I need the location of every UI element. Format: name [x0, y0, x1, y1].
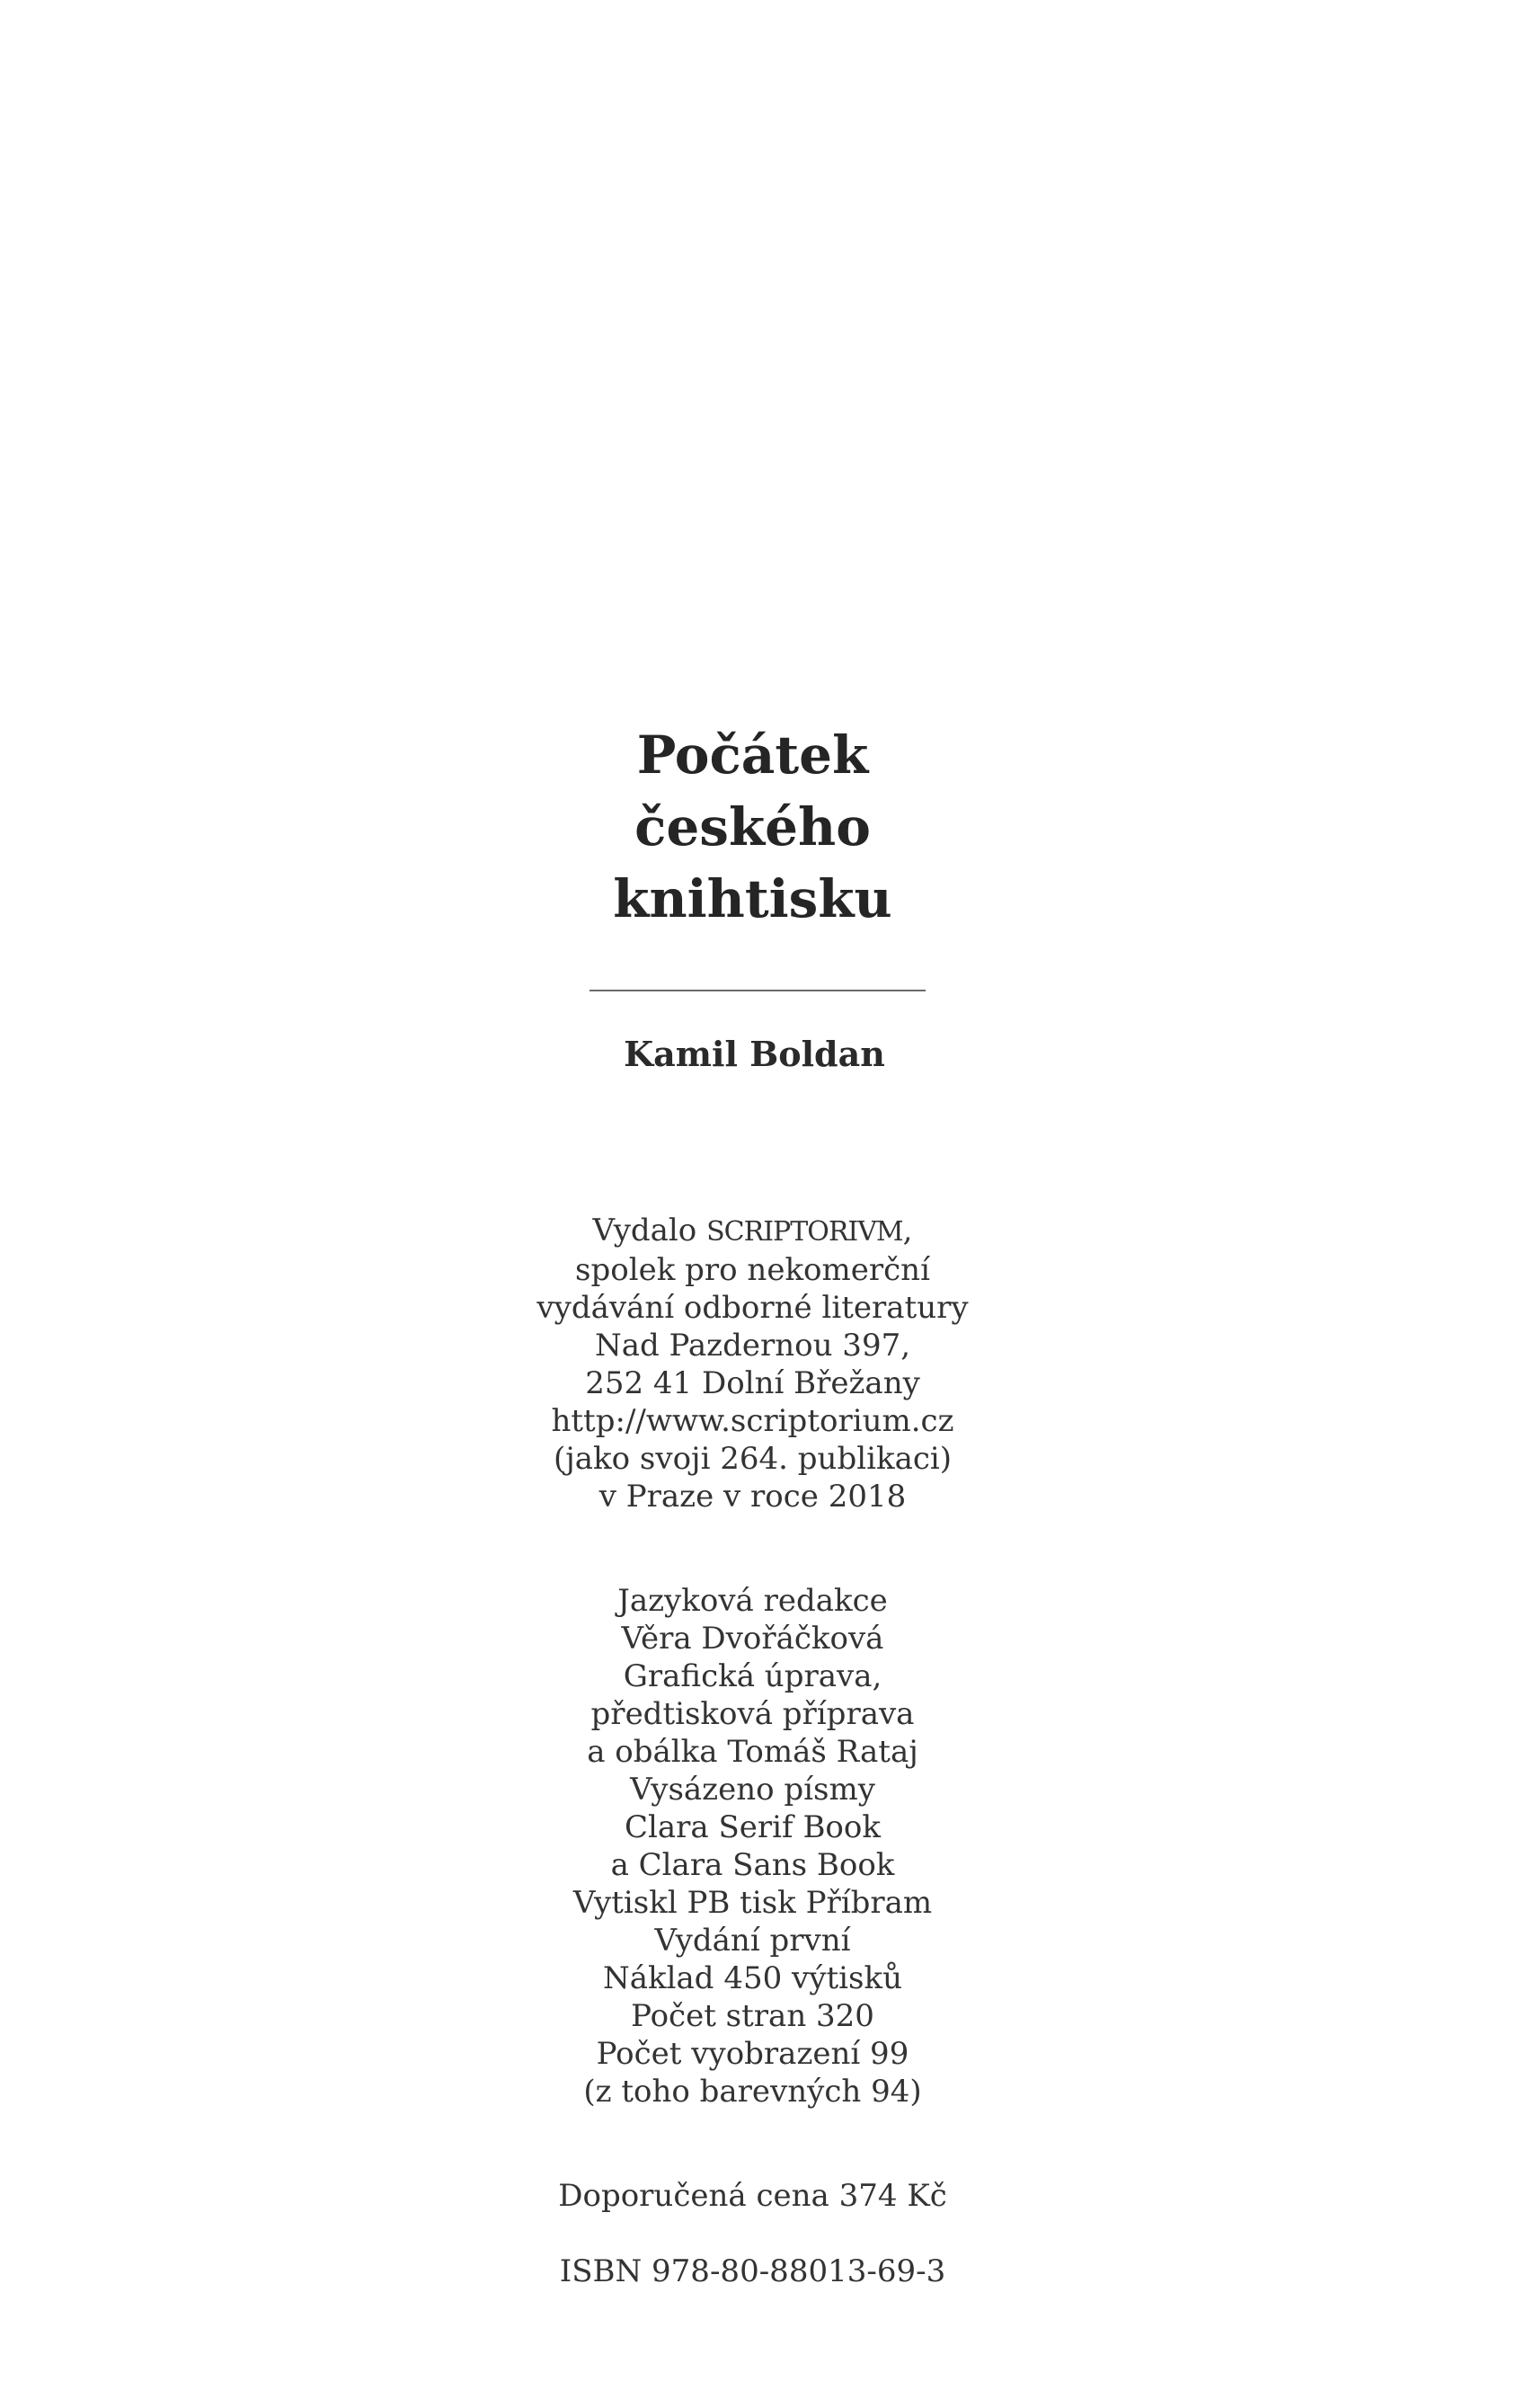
publisher-line: spolek pro nekomerční	[575, 1252, 930, 1288]
title-divider	[590, 990, 926, 991]
publisher-block	[0, 1212, 1511, 1515]
credit-line: (z toho barevných 94)	[583, 2074, 922, 2110]
publication-place-year: v Praze v roce 2018	[598, 1479, 907, 1515]
credit-line: Věra Dvořáčková	[621, 1621, 884, 1657]
credit-line: Vytiskl PB tisk Příbram	[572, 1885, 933, 1921]
isbn: ISBN 978-80-88013-69-3	[559, 2253, 946, 2289]
book-title	[0, 719, 1511, 935]
credit-line: Náklad 450 výtisků	[603, 1960, 902, 1996]
publisher-intro: Vydalo	[592, 1213, 697, 1248]
credit-line: Vydání první	[654, 1923, 851, 1959]
scriptorium-logo: SCRIPTORIVM	[706, 1216, 903, 1248]
credit-line: Počet stran 320	[631, 1998, 874, 2034]
publisher-url: http://www.scriptorium.cz	[551, 1403, 954, 1439]
credit-line: a obálka Tomáš Rataj	[587, 1734, 918, 1770]
credit-line: Clara Serif Book	[625, 1809, 881, 1845]
credit-line: Grafická úprava,	[623, 1658, 882, 1694]
publisher-logo-suffix: ,	[902, 1213, 913, 1248]
credit-line: a Clara Sans Book	[610, 1847, 895, 1883]
title-line: Počátek	[636, 724, 869, 786]
publisher-intro-line	[0, 1212, 1511, 1251]
publisher-address: Nad Pazdernou 397,	[594, 1328, 911, 1364]
title-line: knihtisku	[613, 868, 892, 929]
publisher-city: 252 41 Dolní Břežany	[585, 1365, 920, 1401]
title-line: českého	[634, 796, 871, 857]
credit-line: Vysázeno písmy	[630, 1772, 875, 1808]
publication-number: (jako svoji 264. publikaci)	[553, 1441, 953, 1477]
credit-line: Jazyková redakce	[617, 1583, 888, 1619]
credits-block	[0, 1582, 1511, 2110]
publisher-line: vydávání odborné literatury	[536, 1290, 969, 1326]
credit-line: předtisková příprava	[590, 1696, 915, 1732]
recommended-price: Doporučená cena 374 Kč	[558, 2178, 947, 2214]
credit-line: Počet vyobrazení 99	[596, 2036, 909, 2072]
author-name: Kamil Boldan	[624, 1034, 885, 1074]
